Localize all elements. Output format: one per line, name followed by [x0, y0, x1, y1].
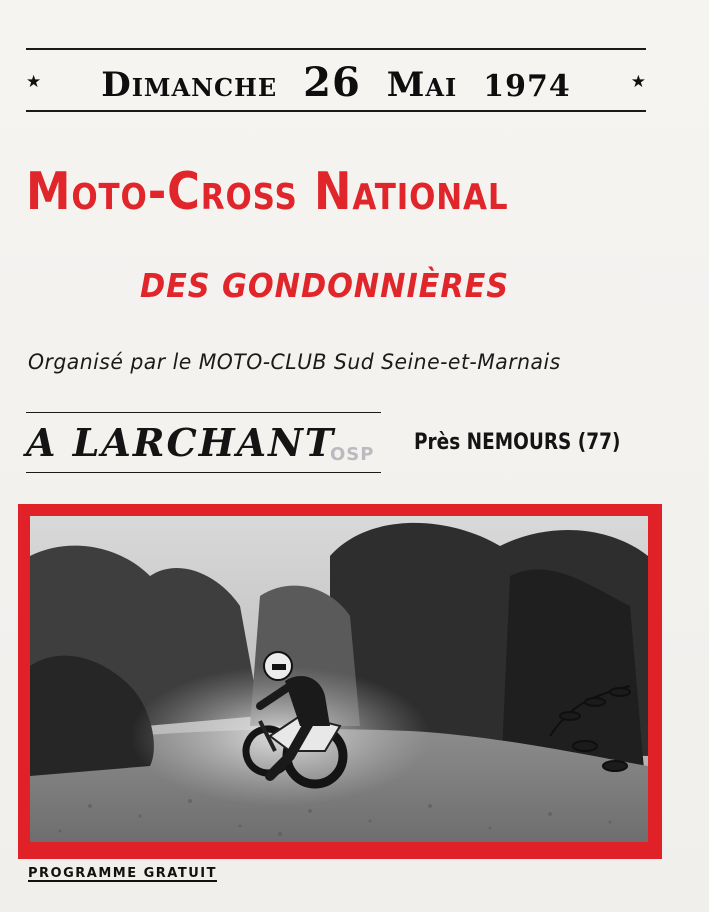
location-top-rule	[26, 412, 381, 413]
stamp-mark: OSP	[330, 444, 375, 465]
date-banner	[26, 54, 646, 110]
event-date	[101, 59, 571, 106]
event-title: Moto-Cross National	[26, 162, 509, 222]
motocross-rider-photo-icon	[30, 516, 648, 842]
programme-label: PROGRAMME GRATUIT	[28, 866, 217, 881]
event-month: Mai	[386, 64, 458, 105]
location-bottom-rule	[26, 472, 381, 473]
event-day: Dimanche	[101, 64, 278, 105]
event-subtitle: DES GONDONNIÈRES	[140, 266, 510, 305]
top-rule	[26, 48, 646, 50]
bottom-rule	[26, 110, 646, 112]
event-date-number: 26	[303, 58, 361, 106]
organizer-line: Organisé par le MOTO-CLUB Sud Seine-et-Marnais	[28, 350, 561, 374]
star-right-icon: ★	[630, 72, 646, 92]
event-year: 1974	[483, 68, 571, 104]
photo-frame	[18, 504, 662, 859]
star-left-icon: ★	[26, 72, 42, 92]
location-place: A LARCHANT	[26, 420, 336, 465]
photo-illustration	[30, 516, 648, 842]
location-near: Près NEMOURS (77)	[414, 430, 621, 455]
